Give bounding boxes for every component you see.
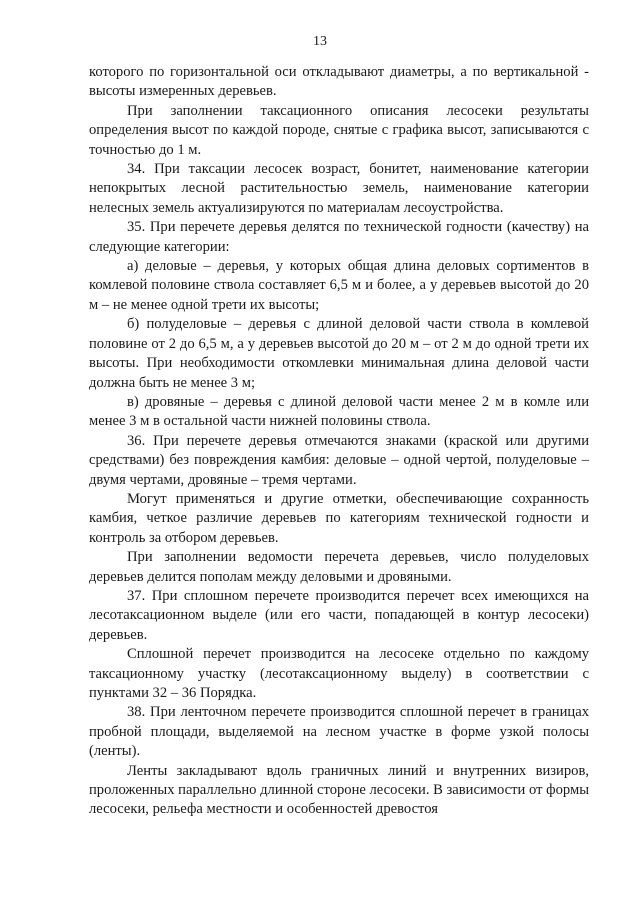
paragraph: При заполнении ведомости перечета деревьев, число полуделовых деревьев делится пополам между деловыми и дровяными.	[89, 549, 589, 585]
paragraph: 34. При таксации лесосек возраст, бонитет, наименование категории непокрытых лесной растительностью земель, наименование категории нелесных земель актуализируются по материалам лесоустройства.	[89, 161, 589, 216]
paragraph: которого по горизонтальной оси откладывают диаметры, а по вертикальной - высоты измеренных деревьев.	[89, 64, 589, 100]
paragraph: а) деловые – деревья, у которых общая длина деловых сортиментов в комлевой половине ствола составляет 6,5 м и более, а у деревьев высотой до 20 м – не менее одной трети их высоты;	[89, 258, 589, 313]
paragraph: 35. При перечете деревья делятся по технической годности (качеству) на следующие категории:	[89, 219, 589, 255]
paragraph: в) дровяные – деревья с длиной деловой части менее 2 м в комле или менее 3 м в остальной части нижней половины ствола.	[89, 393, 589, 430]
paragraph: б) полуделовые – деревья с длиной деловой части ствола в комлевой половине от 2 до 6,5 м, а у деревьев высотой до 20 м – от 2 м до одной трети их высоты. При необходимости откомлевки минимальная длина деловой части должна быть не менее 3 м;	[89, 316, 589, 391]
paragraph: При заполнении таксационного описания лесосеки результаты определения высот по каждой породе, снятые с графика высот, записываются с точностью до 1 м.	[89, 102, 589, 158]
document-body	[89, 63, 589, 820]
paragraph: 36. При перечете деревья отмечаются знаками (краской или другими средствами) без повреждения камбия: деловые – одной чертой, полуделовые – двумя чертами, дровяные – тремя чертами.	[89, 432, 589, 488]
paragraph: 38. При ленточном перечете производится сплошной перечет в границах пробной площади, выделяемой на лесном участке в форме узкой полосы (ленты).	[89, 704, 589, 760]
paragraph: Могут применяться и другие отметки, обеспечивающие сохранность камбия, четкое различие деревьев по категориям технической годности и контроль за отбором деревьев.	[89, 490, 589, 546]
paragraph: 37. При сплошном перечете производится перечет всех имеющихся на лесотаксационном выделе (или его части, попадающей в контур лесосеки) деревьев.	[89, 587, 589, 643]
paragraph: Сплошной перечет производится на лесосеке отдельно по каждому таксационному участку (лесотаксационному выделу) в соответствии с пунктами 32 – 36 Порядка.	[89, 646, 589, 701]
page-number: 13	[313, 34, 327, 49]
paragraph: Ленты закладывают вдоль граничных линий и внутренних визиров, проложенных параллельно длинной стороне лесосеки. В зависимости от формы лесосеки, рельефа местности и особенностей древостоя	[89, 762, 589, 818]
